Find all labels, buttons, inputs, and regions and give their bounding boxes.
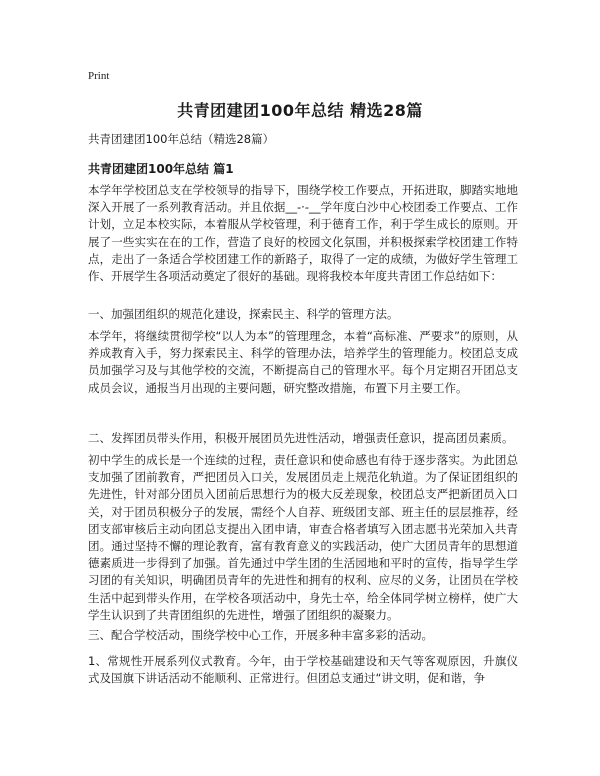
paragraph-heading-1: 一、加强团组织的规范化建设，探索民主、科学的管理方法。 xyxy=(88,307,399,321)
paragraph-heading-2: 二、发挥团员带头作用，积极开展团员先进性活动，增强责任意识，提高团员素质。 xyxy=(88,431,514,445)
paragraph-heading-3: 三、配合学校活动，围绕学校中心工作，开展多种丰富多彩的活动。 xyxy=(88,628,433,642)
document-title: 共青团建团100年总结 精选28篇 xyxy=(177,101,423,120)
paragraph-intro: 本学年学校团总支在学校领导的指导下，围绕学校工作要点，开拓进取，脚踏实地地深入开展了一系列教育活动。并且依据__-·-__学年度白沙中心校团委工作要点、工作计划，立足本校实际，本着服从学校管理，利于德育工作，利于学生成长的原则。开展了一些实实在在的工作，营造了良好的校园文化氛围，并积极探索学校团建工作特点，走出了一条适合学校团建工作的新路子，取得了一定的成绩，为做好学生管理工作、开展学生各项活动奠定了很好的基础。现将我校本年度共青团工作总结如下： xyxy=(88,183,518,284)
document-subtitle: 共青团建团100年总结（精选28篇） xyxy=(88,132,275,146)
paragraph-members: 初中学生的成长是一个连续的过程，责任意识和使命感也有待于逐步落实。为此团总支加强了团前教育，严把团员入口关，发展团员走上规范化轨道。为了保证团组织的先进性，针对部分团员入团前后思想行为的极大反差现象，校团总支严把新团员入口关，对于团员积极分子的发展，需经个人自荐、班级团支部、班主任的层层推荐，经团支部审核后主动向团总支提出入团申请，审查合格者填写入团志愿书光荣加入共青团。通过坚持不懈的理论教育，富有教育意义的实践活动，使广大团员青年的思想道德素质进一步得到了加强。首先通过中学生团的生活园地和平时的宣传，指导学生学习团的有关知识，明确团员青年的先进性和拥有的权利、应尽的义务，让团员在学校生活中起到带头作用，在学校各项活动中，身先士卒，给全体同学树立榜样，使广大学生认识到了共青团组织的先进性，增强了团组织的凝聚力。 xyxy=(88,453,518,622)
paragraph-management: 本学年，将继续贯彻学校“以人为本”的管理理念，本着“高标准、严要求”的原则，从养成教育入手，努力探索民主、科学的管理办法，培养学生的管理能力。校团总支成员加强学习及与其他学校的交流，不断提高自己的管理水平。每个月定期召开团总支成员会议，通报当月出现的主要问题，研究整改措施，布置下月主要工作。 xyxy=(88,329,518,395)
print-label: Print xyxy=(88,70,110,82)
section-heading: 共青团建团100年总结 篇1 xyxy=(88,162,234,176)
paragraph-activities: 1、常规性开展系列仪式教育。今年，由于学校基础建设和天气等客观原因，升旗仪式及国旗下讲话活动不能顺利、正常进行。但团总支通过“讲文明，促和谐，争 xyxy=(88,654,518,686)
